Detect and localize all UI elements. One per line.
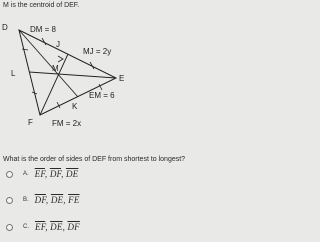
tick-mark [22, 49, 28, 50]
choice-answer: $\overline{EF}$, $\overline{DE}$, $\overline{DF}$ [35, 222, 80, 232]
segment-label: $\overline{DE}$ [50, 222, 63, 232]
segment-label: $\overline{DE}$ [65, 169, 79, 179]
segment-label: $\overline{EF}$ [34, 169, 45, 179]
label-k: K [72, 102, 78, 111]
measure-mj: MJ = 2y [83, 47, 112, 56]
segment-label: $\overline{FE}$ [68, 195, 80, 205]
segment-label: $\overline{DF}$ [34, 195, 46, 205]
choice-answer: $\overline{EF}$, $\overline{DF}$, $\overline{DE}$ [34, 169, 79, 179]
triangle-diagram [0, 22, 140, 130]
label-m: M [52, 64, 59, 73]
choice-letter: B. [23, 197, 29, 203]
choice-c[interactable] [6, 220, 80, 234]
choice-b[interactable] [6, 193, 80, 207]
question-text: What is the order of sides of DEF from shortest to longest? [3, 156, 186, 163]
arrow-marker [58, 56, 63, 62]
question-header: M is the centroid of DEF. [3, 2, 80, 9]
choice-answer: $\overline{DF}$, $\overline{DE}$, $\overline{FE}$ [34, 195, 80, 205]
label-j: J [56, 40, 60, 49]
label-e: E [119, 74, 125, 83]
segment-label: $\overline{DF}$ [67, 222, 80, 232]
median-dk [19, 30, 78, 97]
measure-dm: DM = 8 [30, 25, 57, 34]
measure-fm: FM = 2x [52, 119, 82, 128]
segment-label: $\overline{EF}$ [35, 222, 46, 232]
choice-letter: C. [23, 224, 29, 230]
choice-a[interactable] [6, 167, 78, 181]
radio-button-a[interactable] [6, 171, 13, 178]
label-l: L [11, 69, 16, 78]
segment-label: $\overline{DE}$ [50, 195, 64, 205]
choice-letter: A. [23, 171, 29, 177]
segment-label: $\overline{DF}$ [49, 169, 62, 179]
label-d: D [2, 23, 8, 32]
radio-button-b[interactable] [6, 197, 13, 204]
measure-em: EM = 6 [89, 91, 115, 100]
median-el [29, 72, 116, 78]
label-f: F [28, 118, 33, 127]
radio-button-c[interactable] [6, 224, 13, 231]
